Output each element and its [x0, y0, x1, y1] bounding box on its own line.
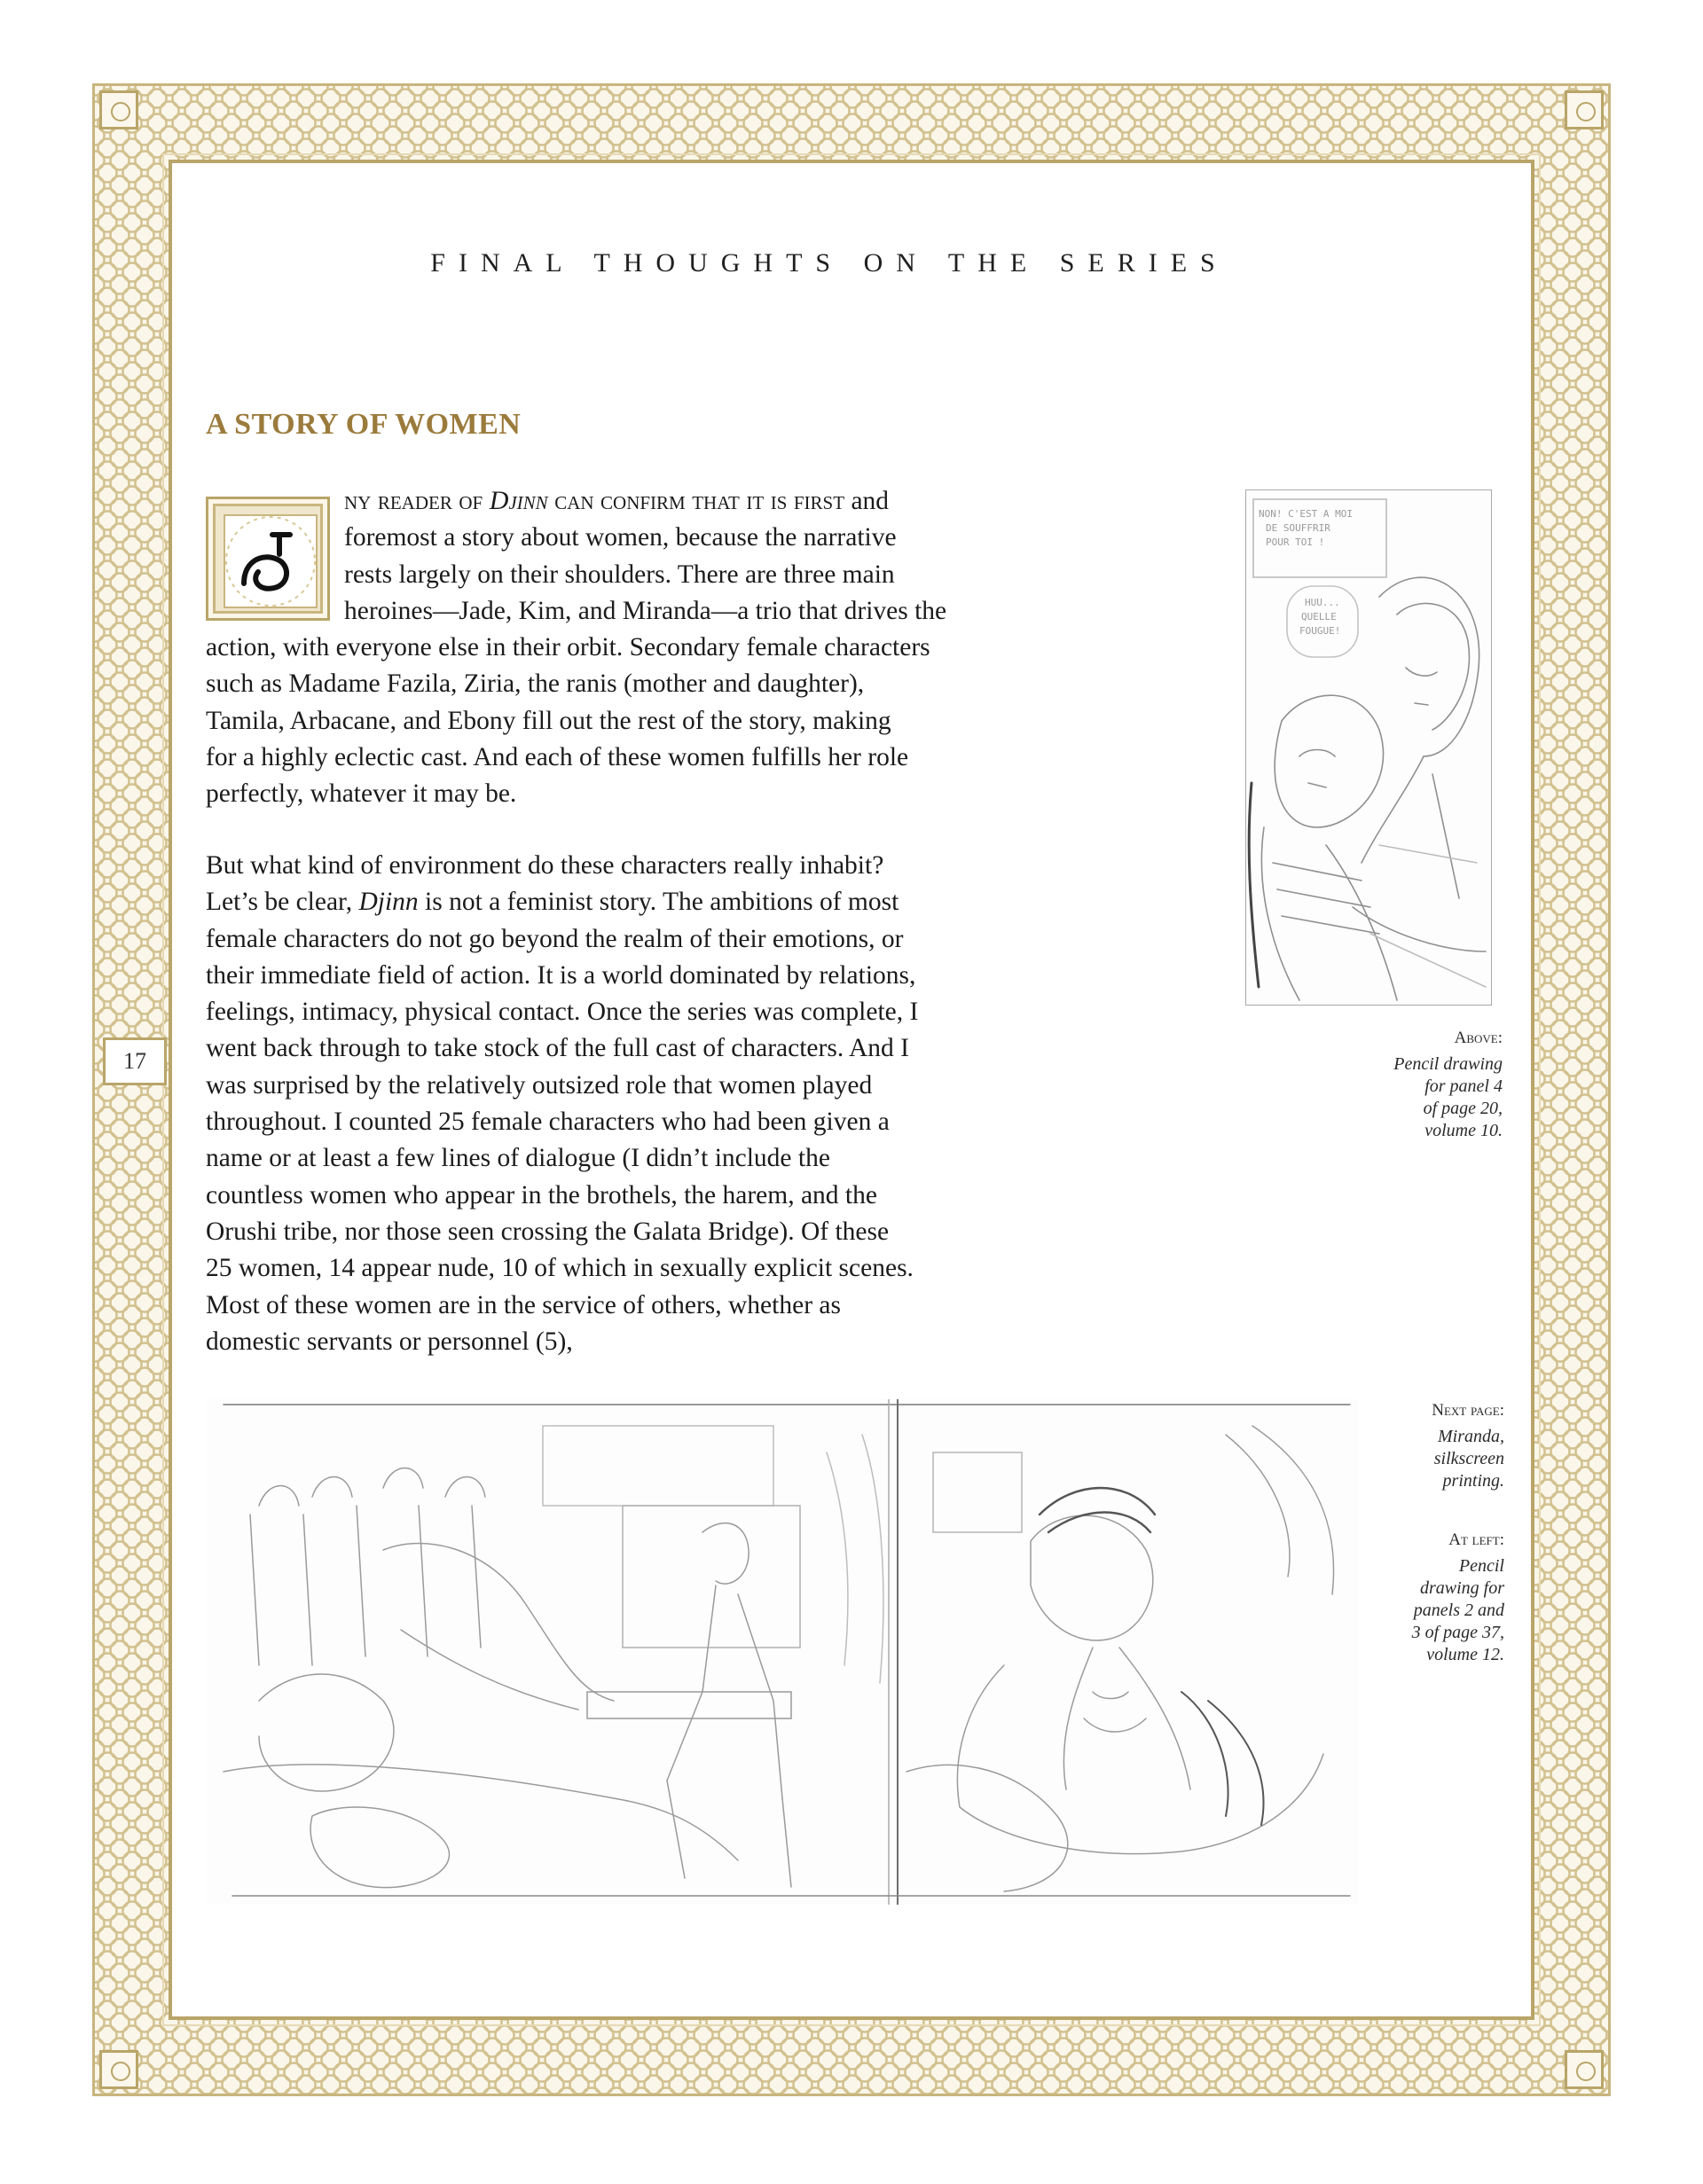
caption-line: of page 20,: [1423, 1099, 1503, 1118]
body-line: for a highly eclectic cast. And each of these women fulfills her role: [206, 743, 909, 772]
body-paragraph-1: [206, 482, 1015, 813]
pencil-sketch-panel-top: [1245, 489, 1492, 1006]
caption-at-left: [1366, 1530, 1504, 1666]
speech-balloon-text: NON! C'EST A MOI: [1259, 508, 1353, 520]
body-line: ny reader of Djinn can confirm that it is first and: [344, 486, 890, 515]
speech-balloon-text: POUR TOI !: [1266, 536, 1325, 548]
pencil-sketch-drawing: [206, 1399, 1359, 1905]
caption-line: silkscreen: [1433, 1449, 1504, 1468]
page-title: FINAL THOUGHTS ON THE SERIES: [430, 248, 1228, 278]
caption-label: Next page:: [1432, 1401, 1504, 1420]
body-line: countless women who appear in the brothels, the harem, and the: [206, 1180, 877, 1209]
caption-line: volume 10.: [1424, 1121, 1503, 1140]
body-line: Tamila, Arbacane, and Ebony fill out the rest of the story, making: [206, 706, 891, 735]
speech-balloon-text: QUELLE: [1301, 611, 1337, 622]
caption-line: panels 2 and: [1413, 1601, 1504, 1620]
corner-ornament-icon: [99, 90, 138, 129]
body-line: But what kind of environment do these characters really inhabit?: [206, 851, 884, 880]
body-line: rests largely on their shoulders. There are three main: [344, 560, 895, 589]
caption-line: 3 of page 37,: [1411, 1623, 1504, 1642]
caption-line: printing.: [1442, 1471, 1504, 1491]
body-line: 25 women, 14 appear nude, 10 of which in sexually explicit scenes.: [206, 1254, 914, 1283]
speech-balloon-text: HUU...: [1305, 597, 1340, 608]
caption-label: Above:: [1454, 1029, 1503, 1047]
body-line: throughout. I counted 25 female characters who had been given a: [206, 1108, 890, 1137]
speech-balloon-text: DE SOUFFRIR: [1266, 522, 1330, 534]
body-line: such as Madame Fazila, Ziria, the ranis (mother and daughter),: [206, 669, 865, 699]
body-line: Most of these women are in the service of others, whether as: [206, 1290, 841, 1319]
body-line: was surprised by the relatively outsized role that women played: [206, 1070, 873, 1100]
pencil-sketch-panels-bottom: [206, 1399, 1359, 1905]
caption-line: Pencil: [1458, 1556, 1504, 1576]
caption-line: Miranda,: [1438, 1427, 1504, 1446]
pencil-sketch-drawing: [1246, 490, 1491, 1005]
body-line: name or at least a few lines of dialogue (I didn’t include the: [206, 1144, 830, 1173]
body-line: heroines—Jade, Kim, and Miranda—a trio that drives the: [344, 596, 947, 625]
caption-next-page: [1366, 1401, 1504, 1492]
caption-line: drawing for: [1419, 1578, 1504, 1598]
caption-above: [1330, 1029, 1503, 1142]
corner-ornament-icon: [1565, 90, 1604, 129]
caption-line: Pencil drawing: [1393, 1054, 1503, 1074]
page-number: 17: [103, 1037, 167, 1085]
caption-label: At left:: [1448, 1530, 1504, 1549]
caption-line: volume 12.: [1426, 1645, 1504, 1664]
body-line: female characters do not go beyond the realm of their emotions, or: [206, 924, 904, 953]
corner-ornament-icon: [99, 2050, 138, 2089]
corner-ornament-icon: [1565, 2050, 1604, 2089]
body-line: domestic servants or personnel (5),: [206, 1327, 573, 1356]
body-line: went back through to take stock of the full cast of characters. And I: [206, 1034, 909, 1063]
body-line: Let’s be clear, Djinn is not a feminist story. The ambitions of most: [206, 888, 899, 917]
body-line: feelings, intimacy, physical contact. Once the series was complete, I: [206, 998, 919, 1027]
body-line: their immediate field of action. It is a world dominated by relations,: [206, 960, 916, 990]
body-paragraph-2: [206, 848, 1015, 1360]
body-line: perfectly, whatever it may be.: [206, 779, 517, 809]
body-line: foremost a story about women, because the narrative: [344, 523, 897, 552]
body-line: Orushi tribe, nor those seen crossing the Galata Bridge). Of these: [206, 1217, 890, 1246]
body-line: action, with everyone else in their orbit. Secondary female characters: [206, 633, 930, 662]
caption-line: for panel 4: [1424, 1076, 1503, 1096]
section-heading: A STORY OF WOMEN: [206, 408, 522, 441]
speech-balloon-text: FOUGUE!: [1299, 625, 1341, 637]
